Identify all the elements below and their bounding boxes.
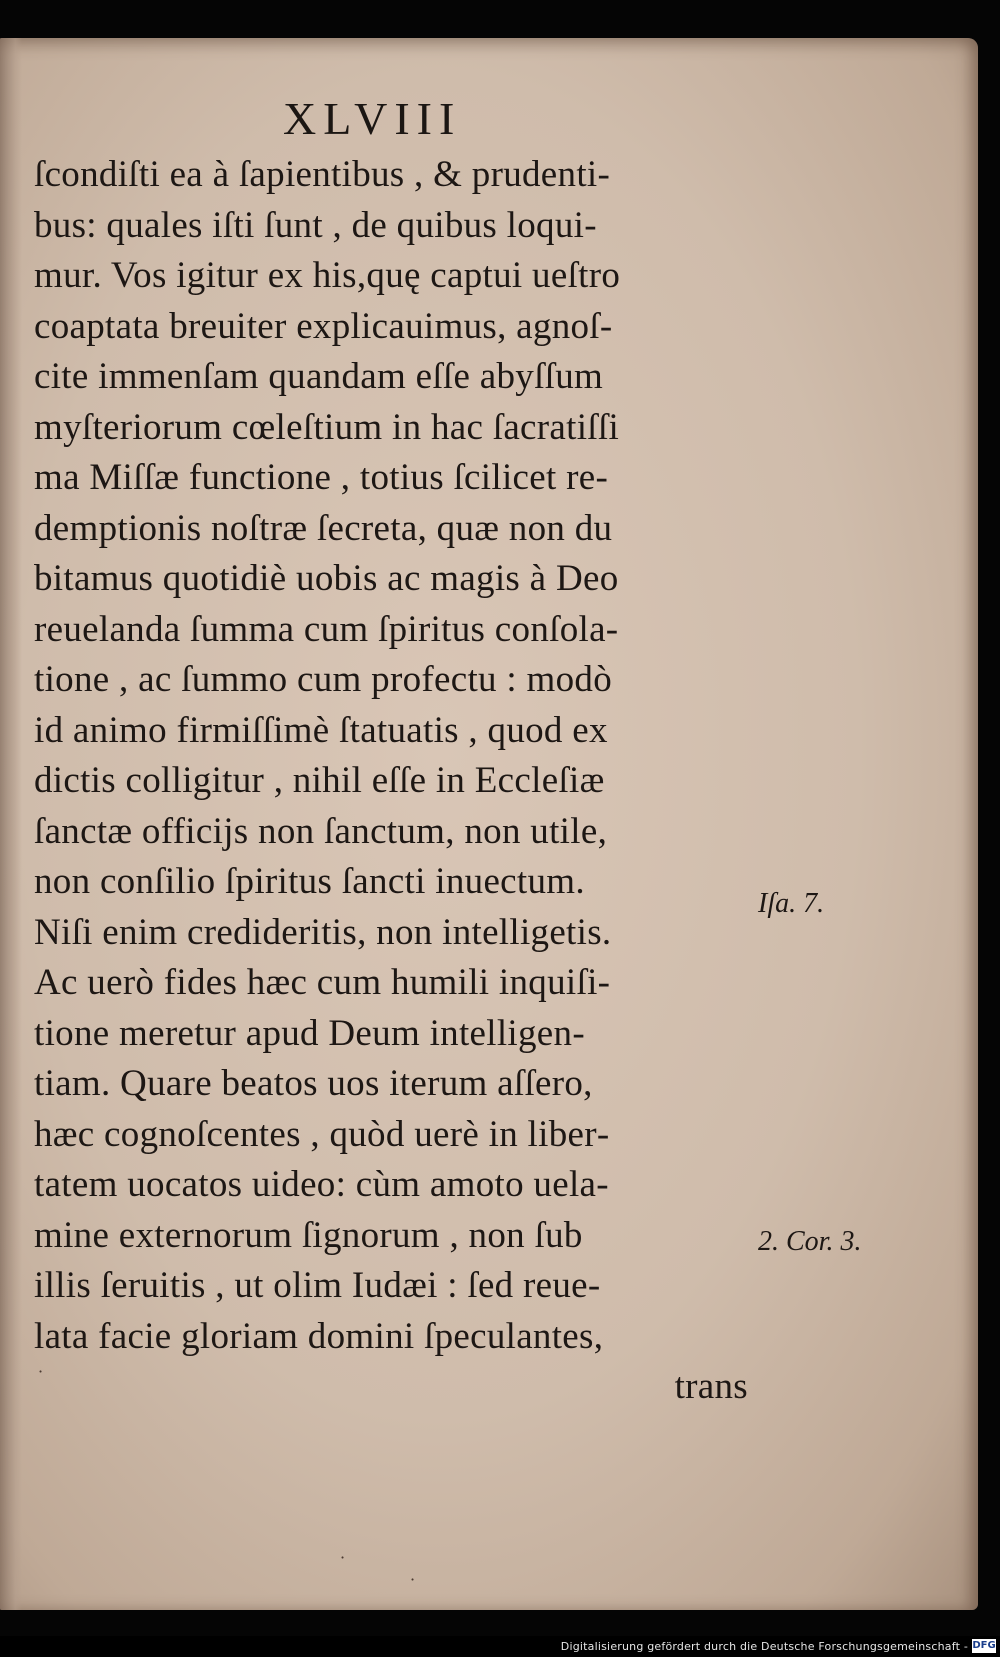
text-line: id animo firmiſſimè ſtatuatis , quod ex xyxy=(34,709,608,751)
text-line: demptionis noſtræ ſecreta, quæ non du xyxy=(34,507,613,549)
text-line: ma Miſſæ functione , totius ſcilicet re‐ xyxy=(34,457,609,498)
text-line: tiam. Quare beatos uos iterum aſſero, xyxy=(34,1063,593,1104)
text-line: tatem uocatos uideo: cùm amoto uela‐ xyxy=(34,1164,609,1205)
body-text xyxy=(34,150,754,1413)
text-line: lata facie gloriam domini ſpeculantes, xyxy=(34,1315,604,1357)
text-line: ſanctæ officijs non ſanctum, non utile, xyxy=(34,810,608,852)
text-line: mur. Vos igitur ex his,quę captui ueſtro xyxy=(34,255,621,296)
text-line: reuelanda ſumma cum ſpiritus conſola‐ xyxy=(34,608,619,650)
text-line: coaptata breuiter explicauimus, agnoſ‐ xyxy=(34,305,613,347)
ink-speck: · xyxy=(38,1362,44,1381)
text-line: dictis colligitur , nihil eſſe in Eccleſiæ xyxy=(34,760,605,801)
dfg-logo: DFG xyxy=(972,1640,996,1651)
digitization-credit: Digitalisierung gefördert durch die Deutsche Forschungsgemeinschaft - xyxy=(560,1640,968,1653)
text-line: hæc cognoſcentes , quòd uerè in liber‐ xyxy=(34,1113,610,1155)
text-line: non conſilio ſpiritus ſancti inuectum. xyxy=(34,861,585,902)
ink-speck: · xyxy=(340,1548,346,1567)
text-line: ſcondiſti ea à ſapientibus , & prudenti‐ xyxy=(34,154,611,195)
text-line: Ac uerò fides hæc cum humili inquiſi‐ xyxy=(34,962,611,1003)
text-line: tione meretur apud Deum intelligen‐ xyxy=(34,1012,585,1054)
marginal-note-isaiah: Iſa. 7. xyxy=(758,888,825,919)
catchword: trans xyxy=(674,1366,748,1407)
text-line: bus: quales iſti ſunt , de quibus loqui‐ xyxy=(34,204,597,246)
page-gutter xyxy=(0,38,22,1610)
text-line: Niſi enim credideritis, non intelligetis. xyxy=(34,911,612,953)
text-line: mine externorum ſignorum , non ſub xyxy=(34,1214,583,1256)
page-folio-number: XLVIII xyxy=(283,93,462,144)
text-line: myſteriorum cœleſtium in hac ſacratiſſi xyxy=(34,406,620,448)
ink-speck: · xyxy=(410,1570,416,1589)
marginal-note-corinthians: 2. Cor. 3. xyxy=(758,1226,862,1257)
text-line: illis ſeruitis , ut olim Iudæi : ſed reue‐ xyxy=(34,1265,601,1306)
text-line: bitamus quotidiè uobis ac magis à Deo xyxy=(34,558,619,599)
text-line: cite immenſam quandam eſſe abyſſum xyxy=(34,356,604,397)
text-line: tione , ac ſummo cum profectu : modò xyxy=(34,659,612,700)
